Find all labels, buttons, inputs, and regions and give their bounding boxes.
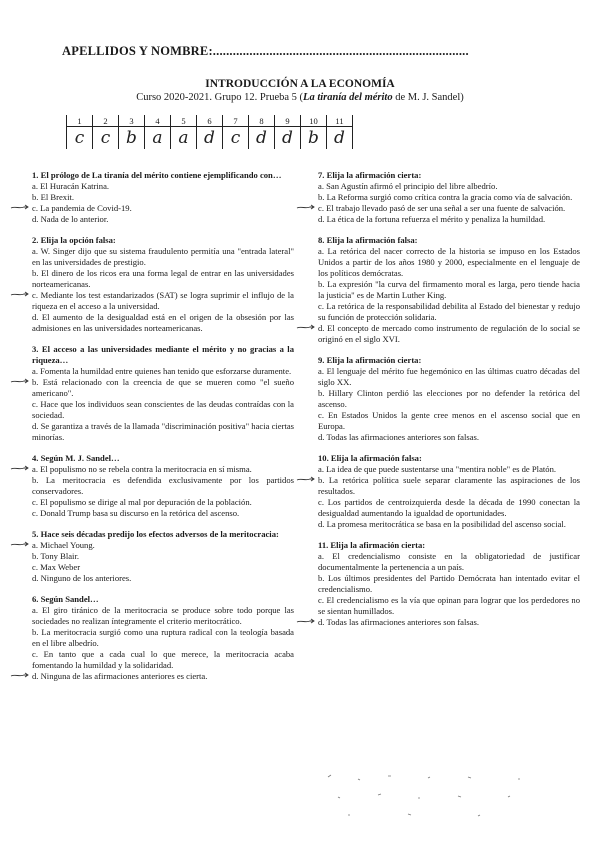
question-title: 1. El prólogo de La tiranía del mérito contiene ejemplificando con… [32, 170, 282, 180]
pen-mark-icon [296, 322, 316, 332]
answer-option[interactable] [32, 192, 294, 203]
answer-option[interactable] [32, 671, 294, 682]
question-title: 9. Elija la afirmación cierta: [318, 355, 422, 365]
option-text: c. Donald Trump basa su discurso en la retórica del ascenso. [32, 508, 240, 518]
question-block [32, 594, 294, 682]
question-title: 3. El acceso a las universidades mediante el mérito y no gracias a la riqueza… [32, 344, 294, 365]
grid-question-number: 2 [93, 115, 119, 127]
grid-answer-cell[interactable]: c [93, 127, 119, 150]
pen-mark-icon [296, 202, 316, 212]
option-text: c. En tanto que a cada cual lo que merece, la meritocracia acaba fomentando la humildad y la solidaridad. [32, 649, 294, 670]
option-text: d. Nada de lo anterior. [32, 214, 109, 224]
question-block [32, 235, 294, 334]
question-title: 8. Elija la afirmación falsa: [318, 235, 418, 245]
grid-answer-cell[interactable]: c [67, 127, 93, 150]
option-text: c. La pandemia de Covid-19. [32, 203, 132, 213]
grid-question-number: 3 [119, 115, 145, 127]
answer-option[interactable] [32, 268, 294, 290]
question-block [32, 170, 294, 225]
course-subtitle [0, 92, 600, 103]
answer-option[interactable] [318, 388, 580, 410]
option-text: c. Hace que los individuos sean conscientes de las deudas contraídas con la sociedad. [32, 399, 294, 420]
question-title: 10. Elija la afirmación falsa: [318, 453, 422, 463]
question-title: 5. Hace seis décadas predijo los efectos adversos de la meritocracia: [32, 529, 279, 539]
pen-mark-icon [296, 474, 316, 484]
option-text: a. La retórica del nacer correcto de la historia se impuso en los Estados Unidos a partir de los años 1980 y 2000, especialmente en el lenguaje de los políticos demócratas. [318, 246, 580, 278]
option-text: b. La Reforma surgió como crítica contra la gracia como vía de salvación. [318, 192, 573, 202]
option-text: c. Mediante los test estandarizados (SAT) se logra suprimir el influjo de la riqueza en el acceso a la universidad. [32, 290, 294, 311]
option-text: d. Todas las afirmaciones anteriores son falsas. [318, 432, 480, 442]
grid-answer-cell[interactable]: d [197, 127, 223, 150]
answer-option[interactable] [32, 366, 294, 377]
grid-answer-cell[interactable]: a [171, 127, 197, 150]
answer-option[interactable] [32, 649, 294, 671]
right-question-column [318, 170, 580, 638]
question-block [318, 235, 580, 345]
option-text: c. El trabajo llevado pasó de ser una señal a ser una fuente de salvación. [318, 203, 566, 213]
pen-mark-icon [10, 670, 30, 680]
option-text: a. El credencialismo consiste en la obligatoriedad de justificar documentalmente la pertenencia a un país. [318, 551, 580, 572]
option-text: d. Se garantiza a través de la llamada "discriminación positiva" hacia ciertas minorías. [32, 421, 294, 442]
answer-option[interactable] [32, 497, 294, 508]
grid-question-number: 6 [197, 115, 223, 127]
option-text: b. La retórica política suele separar claramente las aspiraciones de los resultados. [318, 475, 580, 496]
option-text: b. El Brexit. [32, 192, 75, 202]
option-text: d. La promesa meritocrática se basa en la posibilidad del ascenso social. [318, 519, 566, 529]
answer-option[interactable] [32, 475, 294, 497]
answer-option[interactable] [318, 432, 580, 443]
grid-question-number: 4 [145, 115, 171, 127]
answer-option[interactable] [318, 573, 580, 595]
grid-answer-cell[interactable]: d [275, 127, 301, 150]
option-text: b. Está relacionado con la creencia de que se mueren como "el sueño americano". [32, 377, 294, 398]
answer-option[interactable] [32, 181, 294, 192]
answer-option[interactable] [318, 301, 580, 323]
answer-option[interactable] [32, 464, 294, 475]
question-block [32, 344, 294, 443]
answer-option[interactable] [32, 246, 294, 268]
option-text: a. W. Singer dijo que su sistema fraudulento permitía una "entrada lateral" en las universidades de prestigio. [32, 246, 294, 267]
grid-answer-cell[interactable]: b [119, 127, 145, 150]
option-text: a. El populismo no se rebela contra la meritocracia en sí misma. [32, 464, 252, 474]
answer-option[interactable] [32, 312, 294, 334]
option-text: d. Ninguna de las afirmaciones anteriores es cierta. [32, 671, 208, 681]
answer-option[interactable] [318, 617, 580, 628]
answer-option[interactable] [32, 540, 294, 551]
answer-option[interactable] [32, 214, 294, 225]
question-block [318, 453, 580, 530]
question-block [318, 355, 580, 443]
pen-mark-icon [10, 376, 30, 386]
pen-mark-icon [296, 616, 316, 626]
option-text: a. El lenguaje del mérito fue hegemónico en las últimas cuatro décadas del siglo XX. [318, 366, 580, 387]
answer-option[interactable] [32, 203, 294, 214]
question-block [318, 170, 580, 225]
question-block [32, 529, 294, 584]
answer-option[interactable] [32, 551, 294, 562]
option-text: a. San Agustín afirmó el principio del libre albedrío. [318, 181, 498, 191]
student-name-line[interactable]: APELLIDOS Y NOMBRE:............................................................................. [62, 44, 469, 58]
answer-option[interactable] [318, 192, 580, 203]
pen-mark-icon [10, 463, 30, 473]
option-text: c. El credencialismo es la vía que opinan para lograr que los perdedores no se sientan humillados. [318, 595, 580, 616]
grid-question-number: 5 [171, 115, 197, 127]
option-text: d. Todas las afirmaciones anteriores son falsas. [318, 617, 480, 627]
option-text: b. Hillary Clinton perdió las elecciones por no defender la retórica del ascenso. [318, 388, 580, 409]
left-question-column [32, 170, 294, 692]
answer-option[interactable] [32, 421, 294, 443]
option-text: c. La retórica de la responsabilidad debilita al Estado del bienestar y redujo su función de protección solidaria. [318, 301, 580, 322]
option-text: b. La meritocracia es defendida exclusivamente por los partidos conservadores. [32, 475, 294, 496]
answer-option[interactable] [318, 519, 580, 530]
pen-mark-icon [10, 202, 30, 212]
option-text: a. La idea de que puede sustentarse una "mentira noble" es de Platón. [318, 464, 557, 474]
grid-question-number: 7 [223, 115, 249, 127]
option-text: b. Los últimos presidentes del Partido Demócrata han intentado evitar el credencialismo. [318, 573, 580, 594]
answer-option[interactable] [32, 399, 294, 421]
answer-option[interactable] [318, 181, 580, 192]
question-block [32, 453, 294, 519]
option-text: c. Max Weber [32, 562, 81, 572]
option-text: a. El Huracán Katrina. [32, 181, 110, 191]
page-title: INTRODUCCIÓN A LA ECONOMÍA [205, 78, 395, 90]
option-text: b. El dinero de los ricos era una forma legal de entrar en las universidades norteamericanas. [32, 268, 294, 289]
pen-mark-icon [10, 289, 30, 299]
option-text: c. El populismo se dirige al mal por depuración de la población. [32, 497, 252, 507]
answer-option[interactable] [32, 377, 294, 399]
answer-option[interactable] [318, 214, 580, 225]
question-title: 11. Elija la afirmación cierta: [318, 540, 426, 550]
answer-option[interactable] [318, 203, 580, 214]
question-title: 6. Según Sandel… [32, 594, 99, 604]
option-text: b. Tony Blair. [32, 551, 79, 561]
answer-option[interactable] [32, 605, 294, 627]
grid-question-number: 10 [301, 115, 327, 127]
question-title: 7. Elija la afirmación cierta: [318, 170, 422, 180]
option-text: c. Los partidos de centroizquierda desde la década de 1990 conectan la desigualdad aumentando la igualdad de oportunidades. [318, 497, 580, 518]
option-text: a. El giro tiránico de la meritocracia se produce sobre todo porque las sociedades no realizan íntegramente el criterio meritocrático. [32, 605, 294, 626]
option-text: a. Fomenta la humildad entre quienes han tenido que esforzarse duramente. [32, 366, 292, 376]
answer-grid [66, 115, 353, 149]
grid-answer-cell[interactable]: b [301, 127, 327, 150]
grid-answer-cell[interactable]: d [249, 127, 275, 150]
pen-mark-icon [10, 539, 30, 549]
grid-answer-cell[interactable]: d [327, 127, 353, 150]
question-block [318, 540, 580, 628]
answer-option[interactable] [318, 595, 580, 617]
author-text: de M. J. Sandel) [392, 92, 464, 103]
option-text: b. La meritocracia surgió como una ruptura radical con la teología basada en el libre albedrío. [32, 627, 294, 648]
grid-answer-cell[interactable]: a [145, 127, 171, 150]
grid-question-number: 1 [67, 115, 93, 127]
option-text: b. La expresión "la curva del firmamento moral es larga, pero tiende hacia la justicia" es de Martin Luther King. [318, 279, 580, 300]
option-text: d. La ética de la fortuna refuerza el mérito y penaliza la humildad. [318, 214, 546, 224]
answer-option[interactable] [318, 323, 580, 345]
answer-option[interactable] [32, 562, 294, 573]
option-text: d. El concepto de mercado como instrumento de regulación de lo social se originó en el siglo XVI. [318, 323, 580, 344]
answer-option[interactable] [318, 497, 580, 519]
answer-option[interactable] [32, 627, 294, 649]
book-title: La tiranía del mérito [303, 92, 393, 103]
answer-option[interactable] [32, 508, 294, 519]
answer-option[interactable] [318, 475, 580, 497]
answer-option[interactable] [32, 573, 294, 584]
grid-answer-cell[interactable]: c [223, 127, 249, 150]
answer-option[interactable] [318, 410, 580, 432]
grid-question-number: 11 [327, 115, 353, 127]
handwritten-scribbles [318, 765, 580, 825]
option-text: d. Ninguno de los anteriores. [32, 573, 132, 583]
grid-question-number: 9 [275, 115, 301, 127]
option-text: a. Michael Young. [32, 540, 95, 550]
answer-option[interactable] [318, 246, 580, 279]
answer-option[interactable] [318, 279, 580, 301]
answer-option[interactable] [318, 551, 580, 573]
question-title: 4. Según M. J. Sandel… [32, 453, 120, 463]
option-text: d. El aumento de la desigualdad está en el origen de la obsesión por las admisiones en las universidades norteamericanas. [32, 312, 294, 333]
answer-option[interactable] [318, 366, 580, 388]
answer-option[interactable] [318, 464, 580, 475]
question-title: 2. Elija la opción falsa: [32, 235, 116, 245]
grid-question-number: 8 [249, 115, 275, 127]
option-text: c. En Estados Unidos la gente cree menos en el ascenso social que en Europa. [318, 410, 580, 431]
answer-option[interactable] [32, 290, 294, 312]
course-text: Curso 2020-2021. Grupo 12. Prueba 5 ( [136, 92, 304, 103]
